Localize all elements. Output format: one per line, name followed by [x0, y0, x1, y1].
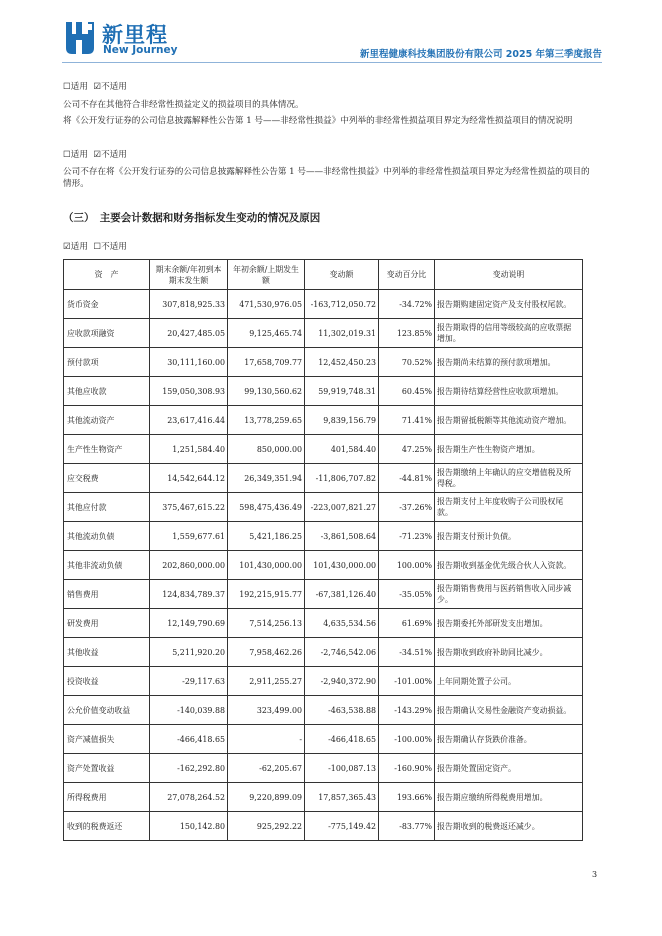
cell-item: 资产减值损失	[64, 725, 150, 754]
table-row	[64, 696, 583, 725]
paragraph-classification-note: 将《公开发行证券的公司信息披露解释性公告第 1 号——非经常性损益》中列举的非经常性损益项目界定为经常性损益项目的情况说明	[63, 116, 573, 126]
cell-change-percent: 60.45%	[379, 377, 435, 406]
cell-explanation: 报告期确认交易性金融资产变动损益。	[435, 696, 583, 725]
table-row	[64, 754, 583, 783]
cell-change-percent: -34.72%	[379, 290, 435, 319]
cell-previous: 323,499.00	[228, 696, 305, 725]
table-row	[64, 783, 583, 812]
cell-item: 其他收益	[64, 638, 150, 667]
cell-explanation: 报告期销售费用与医药销售收入同步减少。	[435, 580, 583, 609]
financial-changes-table	[63, 259, 583, 841]
table-row	[64, 348, 583, 377]
cell-item: 其他非流动负债	[64, 551, 150, 580]
table-row	[64, 377, 583, 406]
check-label-not-applicable: 不适用	[101, 82, 127, 92]
checkbox-checked-icon: ☑	[63, 242, 71, 252]
cell-change-amount: 12,452,450.23	[305, 348, 379, 377]
cell-previous: -62,205.67	[228, 754, 305, 783]
check-label-not-applicable: 不适用	[101, 242, 127, 252]
cell-change-amount: 11,302,019.31	[305, 319, 379, 348]
cell-change-percent: -160.90%	[379, 754, 435, 783]
table-row	[64, 609, 583, 638]
cell-item: 预付款项	[64, 348, 150, 377]
cell-current: 23,617,416.44	[150, 406, 228, 435]
checkbox-unchecked-icon: ☐	[93, 242, 102, 252]
cell-explanation: 报告期处置固定资产。	[435, 754, 583, 783]
column-header-previous: 年初余额/上期发生额	[228, 260, 305, 290]
check-label-applicable: 适用	[70, 82, 88, 92]
cell-explanation: 报告期确认存货跌价准备。	[435, 725, 583, 754]
cell-change-percent: 193.66%	[379, 783, 435, 812]
cell-explanation: 报告期生产性生物资产增加。	[435, 435, 583, 464]
cell-previous: 192,215,915.77	[228, 580, 305, 609]
applicability-check-3	[63, 241, 127, 253]
table-row	[64, 580, 583, 609]
table-row	[64, 812, 583, 841]
cell-change-amount: -100,087.13	[305, 754, 379, 783]
cell-change-percent: -71.23%	[379, 522, 435, 551]
cell-item: 应交税费	[64, 464, 150, 493]
cell-current: 150,142.80	[150, 812, 228, 841]
table-row	[64, 638, 583, 667]
cell-previous: 17,658,709.77	[228, 348, 305, 377]
cell-current: 12,149,790.69	[150, 609, 228, 638]
cell-change-percent: -101.00%	[379, 667, 435, 696]
cell-explanation: 报告期收到政府补助同比减少。	[435, 638, 583, 667]
cell-current: 307,818,925.33	[150, 290, 228, 319]
table-row	[64, 290, 583, 319]
cell-change-percent: -35.05%	[379, 580, 435, 609]
logo-english-text: New Journey	[103, 44, 178, 56]
cell-change-amount: 401,584.40	[305, 435, 379, 464]
cell-previous: 925,292.22	[228, 812, 305, 841]
cell-change-amount: 9,839,156.79	[305, 406, 379, 435]
cell-change-percent: -44.81%	[379, 464, 435, 493]
column-header-change-percent: 变动百分比	[379, 260, 435, 290]
cell-previous: 471,530,976.05	[228, 290, 305, 319]
cell-change-percent: -100.00%	[379, 725, 435, 754]
cell-item: 研发费用	[64, 609, 150, 638]
cell-item: 资产处置收益	[64, 754, 150, 783]
cell-current: 14,542,644.12	[150, 464, 228, 493]
cell-current: -29,117.63	[150, 667, 228, 696]
cell-item: 公允价值变动收益	[64, 696, 150, 725]
cell-explanation: 报告期缴纳上年确认的应交增值税及所得税。	[435, 464, 583, 493]
cell-explanation: 报告期取得的信用等级较高的应收票据增加。	[435, 319, 583, 348]
cell-previous: 7,958,462.26	[228, 638, 305, 667]
cell-explanation: 报告期尚未结算的预付款项增加。	[435, 348, 583, 377]
cell-current: -162,292.80	[150, 754, 228, 783]
applicability-check-1	[63, 81, 127, 93]
cell-previous: 598,475,436.49	[228, 493, 305, 522]
cell-item: 所得税费用	[64, 783, 150, 812]
cell-change-percent: 123.85%	[379, 319, 435, 348]
cell-previous: 9,125,465.74	[228, 319, 305, 348]
table-row	[64, 493, 583, 522]
page-number: 3	[592, 870, 598, 879]
cell-previous: 7,514,256.13	[228, 609, 305, 638]
cell-current: -466,418.65	[150, 725, 228, 754]
checkbox-unchecked-icon: ☐	[63, 150, 71, 160]
page-header	[62, 18, 602, 62]
cell-change-percent: 70.52%	[379, 348, 435, 377]
table-row	[64, 667, 583, 696]
cell-change-amount: -223,007,821.27	[305, 493, 379, 522]
report-title: 新里程健康科技集团股份有限公司 2025 年第三季度报告	[359, 49, 602, 60]
cell-change-percent: 100.00%	[379, 551, 435, 580]
cell-change-amount: 17,857,365.43	[305, 783, 379, 812]
cell-change-percent: 71.41%	[379, 406, 435, 435]
cell-change-amount: 59,919,748.31	[305, 377, 379, 406]
table-row	[64, 406, 583, 435]
cell-item: 其他应收款	[64, 377, 150, 406]
cell-current: 159,050,308.93	[150, 377, 228, 406]
cell-previous: 13,778,259.65	[228, 406, 305, 435]
cell-explanation: 报告期留抵税额等其他流动资产增加。	[435, 406, 583, 435]
cell-current: 375,467,615.22	[150, 493, 228, 522]
cell-change-amount: -775,149.42	[305, 812, 379, 841]
new-journey-logo-icon	[62, 18, 98, 56]
cell-explanation: 报告期收到的税费返还减少。	[435, 812, 583, 841]
cell-previous: 26,349,351.94	[228, 464, 305, 493]
paragraph-no-other-items: 公司不存在其他符合非经常性损益定义的损益项目的具体情况。	[63, 100, 304, 110]
cell-change-percent: -37.26%	[379, 493, 435, 522]
cell-current: 124,834,789.37	[150, 580, 228, 609]
cell-explanation: 报告期委托外部研发支出增加。	[435, 609, 583, 638]
table-row	[64, 522, 583, 551]
cell-previous: 9,220,899.09	[228, 783, 305, 812]
paragraph-no-reclassification: 公司不存在将《公开发行证券的公司信息披露解释性公告第 1 号——非经常性损益》中列举的非经常性损益项目界定为经常性损益的项目的情形。	[63, 167, 590, 189]
cell-item: 其他流动负债	[64, 522, 150, 551]
checkbox-checked-icon: ☑	[93, 150, 102, 160]
cell-previous: 5,421,186.25	[228, 522, 305, 551]
cell-explanation: 报告期收到基金优先级合伙人入资款。	[435, 551, 583, 580]
table-row	[64, 464, 583, 493]
table-row	[64, 435, 583, 464]
check-label-applicable: 适用	[70, 150, 88, 160]
cell-current: 1,251,584.40	[150, 435, 228, 464]
cell-change-amount: -466,418.65	[305, 725, 379, 754]
column-header-explanation: 变动说明	[435, 260, 583, 290]
cell-explanation: 报告期购建固定资产及支付股权尾款。	[435, 290, 583, 319]
cell-change-amount: -3,861,508.64	[305, 522, 379, 551]
cell-change-percent: 61.69%	[379, 609, 435, 638]
table-row	[64, 551, 583, 580]
cell-explanation: 报告期支付预计负债。	[435, 522, 583, 551]
cell-previous: 99,130,560.62	[228, 377, 305, 406]
check-label-applicable: 适用	[70, 242, 88, 252]
cell-change-percent: 47.25%	[379, 435, 435, 464]
checkbox-checked-icon: ☑	[93, 82, 102, 92]
cell-change-amount: -163,712,050.72	[305, 290, 379, 319]
cell-change-amount: -2,746,542.06	[305, 638, 379, 667]
cell-change-percent: -34.51%	[379, 638, 435, 667]
cell-change-amount: 4,635,534.56	[305, 609, 379, 638]
cell-explanation: 报告期应缴纳所得税费用增加。	[435, 783, 583, 812]
cell-previous: 2,911,255.27	[228, 667, 305, 696]
cell-current: 1,559,677.61	[150, 522, 228, 551]
cell-explanation: 报告期支付上年度收购子公司股权尾款。	[435, 493, 583, 522]
cell-item: 收到的税费返还	[64, 812, 150, 841]
cell-previous: -	[228, 725, 305, 754]
section-title: （三） 主要会计数据和财务指标发生变动的情况及原因	[63, 212, 321, 224]
cell-item: 货币资金	[64, 290, 150, 319]
table-header-row	[64, 260, 583, 290]
check-label-not-applicable: 不适用	[101, 150, 127, 160]
table-row	[64, 725, 583, 754]
cell-change-amount: 101,430,000.00	[305, 551, 379, 580]
cell-item: 其他应付款	[64, 493, 150, 522]
applicability-check-2	[63, 149, 127, 161]
cell-change-amount: -2,940,372.90	[305, 667, 379, 696]
cell-item: 生产性生物资产	[64, 435, 150, 464]
logo-chinese-text: 新里程	[102, 23, 168, 47]
cell-explanation: 上年同期处置子公司。	[435, 667, 583, 696]
header-divider	[62, 62, 602, 63]
table-row	[64, 319, 583, 348]
cell-change-percent: -83.77%	[379, 812, 435, 841]
checkbox-unchecked-icon: ☐	[63, 82, 71, 92]
cell-explanation: 报告期待结算经营性应收款项增加。	[435, 377, 583, 406]
column-header-item: 资 产	[64, 260, 150, 290]
cell-item: 销售费用	[64, 580, 150, 609]
cell-current: -140,039.88	[150, 696, 228, 725]
cell-change-amount: -67,381,126.40	[305, 580, 379, 609]
cell-previous: 101,430,000.00	[228, 551, 305, 580]
cell-item: 其他流动资产	[64, 406, 150, 435]
cell-item: 投资收益	[64, 667, 150, 696]
cell-current: 5,211,920.20	[150, 638, 228, 667]
column-header-change-amount: 变动额	[305, 260, 379, 290]
cell-current: 20,427,485.05	[150, 319, 228, 348]
cell-change-amount: -463,538.88	[305, 696, 379, 725]
cell-item: 应收款项融资	[64, 319, 150, 348]
cell-current: 30,111,160.00	[150, 348, 228, 377]
cell-current: 27,078,264.52	[150, 783, 228, 812]
cell-current: 202,860,000.00	[150, 551, 228, 580]
cell-previous: 850,000.00	[228, 435, 305, 464]
cell-change-amount: -11,806,707.82	[305, 464, 379, 493]
cell-change-percent: -143.29%	[379, 696, 435, 725]
column-header-current: 期末余额/年初到本期末发生额	[150, 260, 228, 290]
